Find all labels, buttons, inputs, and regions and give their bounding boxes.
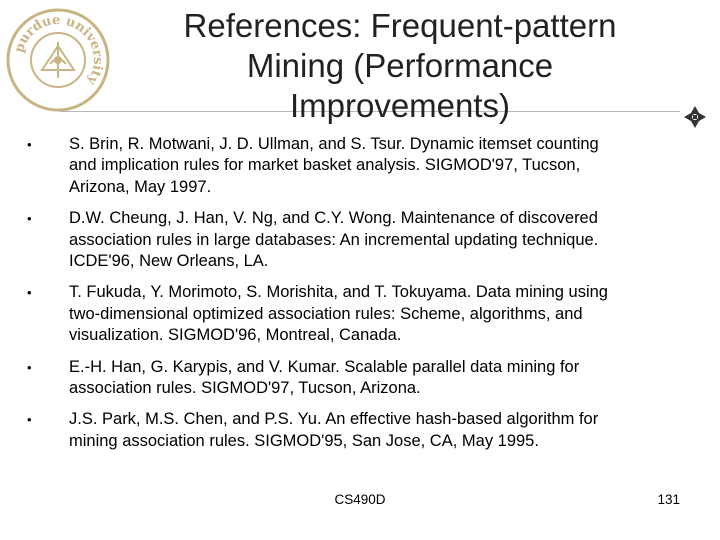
list-item [24, 208, 704, 272]
list-item [24, 282, 704, 346]
reference-line: ICDE'96, New Orleans, LA. [69, 252, 269, 271]
reference-line: E.-H. Han, G. Karypis, and V. Kumar. Scalable parallel data mining for [69, 357, 580, 376]
bullet: • [27, 137, 32, 152]
slide-title [150, 6, 650, 126]
reference-line: and implication rules for market basket analysis. SIGMOD'97, Tucson, [69, 156, 581, 175]
svg-text:purdue university: purdue university [11, 12, 106, 88]
bullet: • [27, 211, 32, 227]
reference-line: mining association rules. SIGMOD'95, San Jose, CA, May 1995. [69, 431, 539, 450]
list-item [24, 357, 704, 400]
reference-line: association rules in large databases: An incremental updating technique. [69, 230, 599, 249]
list-item [24, 134, 704, 198]
title-line: Improvements) [289, 87, 511, 124]
reference-line: visualization. SIGMOD'96, Montreal, Canada. [69, 326, 402, 345]
footer-course: CS490D [334, 492, 386, 507]
reference-line: two-dimensional optimized association rules: Scheme, algorithms, and [69, 304, 583, 323]
reference-list [24, 134, 704, 462]
bullet: • [27, 359, 32, 375]
ornament-icon [682, 104, 708, 130]
bullet: • [27, 412, 32, 428]
reference-line: association rules. SIGMOD'97, Tucson, Arizona. [69, 379, 421, 398]
title-line: References: Frequent-pattern [183, 7, 617, 44]
page-number: 131 [657, 492, 680, 507]
reference-line: D.W. Cheung, J. Han, V. Ng, and C.Y. Wong. Maintenance of discovered [69, 209, 598, 228]
reference-line: Arizona, May 1997. [69, 177, 212, 196]
reference-line: S. Brin, R. Motwani, J. D. Ullman, and S. Tsur. Dynamic itemset counting [69, 135, 599, 153]
bullet: • [27, 285, 32, 301]
title-line: Mining (Performance [246, 47, 554, 84]
list-item [24, 409, 704, 452]
reference-line: T. Fukuda, Y. Morimoto, S. Morishita, and T. Tokuyama. Data mining using [69, 283, 608, 302]
reference-line: J.S. Park, M.S. Chen, and P.S. Yu. An effective hash-based algorithm for [69, 410, 599, 429]
university-seal-icon [2, 4, 114, 116]
